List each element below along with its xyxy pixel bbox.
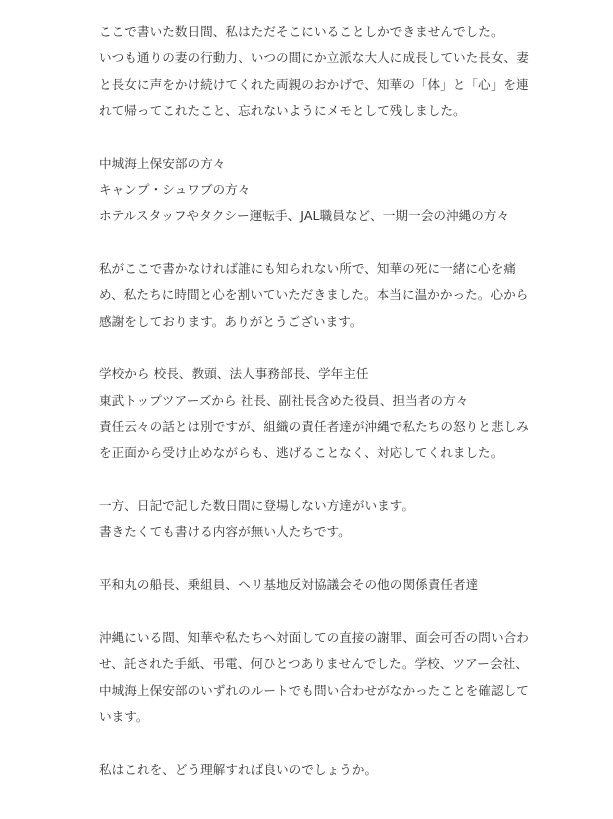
text-line: 中城海上保安部の方々 <box>99 155 226 171</box>
text-line: 学校から 校長、教頭、法人事務部長、学年主任 <box>99 366 369 382</box>
paragraph-responsible-parties <box>99 572 551 598</box>
paragraph-gratitude <box>99 256 551 335</box>
text-line: 書きたくても書ける内容が無い人たちです。 <box>99 524 351 540</box>
article-body <box>99 19 551 810</box>
text-line: キャンプ・シュワブの方々 <box>99 181 251 197</box>
text-line: せ、託された手紙、弔電、何ひとつありませんでした。学校、ツアー会社、 <box>99 656 528 672</box>
text-line: いつも通りの妻の行動力、いつの間にか立派な大人に成長していた長女、妻 <box>99 50 529 66</box>
text-line: 東武トップツアーズから 社長、副社長含めた役員、担当者の方々 <box>99 392 469 408</box>
paragraph-no-contact <box>99 625 551 730</box>
paragraph-organizations <box>99 361 551 466</box>
text-line: れて帰ってこれたこと、忘れないようにメモとして残しました。 <box>99 102 466 118</box>
text-line: います。 <box>99 708 149 724</box>
paragraph-absent-people <box>99 493 551 546</box>
paragraph-closing-question <box>99 757 551 783</box>
text-line: 平和丸の船長、乗組員、ヘリ基地反対協議会その他の関係責任者達 <box>99 577 479 593</box>
text-line: 私がここで書かなければ誰にも知られない所で、知華の死に一緒に心を痛 <box>99 261 516 277</box>
paragraph-thanks-list <box>99 151 551 230</box>
text-line: 感謝をしております。ありがとうございます。 <box>99 313 363 329</box>
text-line: 沖縄にいる間、知華や私たちへ対面しての直接の謝罪、面会可否の問い合わ <box>99 630 529 646</box>
text-line: 中城海上保安部のいずれのルートでも問い合わせがなかったことを確認して <box>99 682 529 698</box>
text-line: を正面から受け止めながらも、逃げることなく、対応してくれました。 <box>99 445 504 461</box>
text-line: と長女に声をかけ続けてくれた両親のおかげで、知華の「体」と「心」を連 <box>99 76 529 92</box>
text-line: ここで書いた数日間、私はただそこにいることしかできませんでした。 <box>99 24 504 39</box>
text-line: め、私たちに時間と心を割いていただきました。本当に温かかった。心から <box>99 287 529 303</box>
text-line: 一方、日記で記した数日間に登場しない方達がいます。 <box>99 498 415 514</box>
paragraph-reflection <box>99 19 551 124</box>
text-line: ホテルスタッフやタクシー運転手、JAL職員など、一期一会の沖縄の方々 <box>99 208 510 224</box>
text-line: 私はこれを、どう理解すれば良いのでしょうか。 <box>99 761 378 777</box>
text-line: 責任云々の話とは別ですが、組織の責任者達が沖縄で私たちの怒りと悲しみ <box>99 419 529 435</box>
